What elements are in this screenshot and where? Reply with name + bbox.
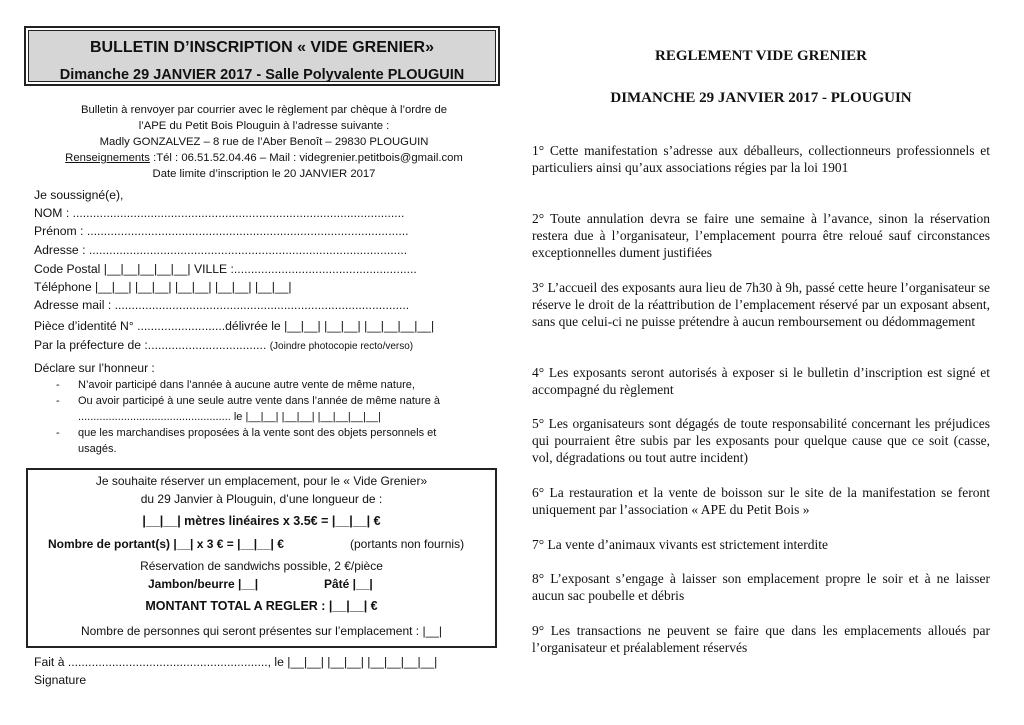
rule-1: 1° Cette manifestation s’adresse aux déballeurs, collectionneurs professionnels et particuliers ainsi qu’aux associations régies par la loi 1901 — [532, 143, 990, 175]
dash-icon: - — [56, 395, 60, 407]
rule-9: 9° Les transactions ne peuvent se faire que dans les emplacements alloués par l’organisateur et préalablement réservés — [532, 623, 990, 655]
nombre-personnes: Nombre de personnes qui seront présentes sur l’emplacement : |__| — [80, 624, 443, 638]
code-postal-ville-field: Code Postal |__|__|__|__|__| VILLE :...................................................... — [34, 262, 417, 276]
prefecture-field — [34, 338, 413, 352]
prenom-field: Prénom : ............................................................................................... — [34, 224, 409, 238]
reservation-line-2: du 29 Janvier à Plouguin, d’une longueur de : — [140, 492, 383, 506]
rule-4: 4° Les exposants seront autorisés à exposer si le bulletin d’inscription est signé et accompagné du règlement — [532, 365, 990, 397]
prefecture-label: Par la préfecture de :................................... — [34, 338, 267, 352]
form-subtitle: Dimanche 29 JANVIER 2017 - Salle Polyvalente PLOUGUIN — [59, 67, 465, 83]
reservation-metres: |__|__| mètres linéaires x 3.5€ = |__|__| € — [142, 514, 381, 528]
declaration-item-3-cont: usagés. — [78, 443, 117, 455]
rule-8: 8° L’exposant s’engage à laisser son emplacement propre le soir et à ne laisser aucun sac poubelle et débris — [532, 571, 990, 603]
montant-total: MONTANT TOTAL A REGLER : |__|__| € — [145, 599, 378, 613]
declaration-title: Déclare sur l’honneur : — [34, 361, 155, 375]
reservation-portants: Nombre de portant(s) |__| x 3 € = |__|__| € — [48, 537, 284, 551]
form-header — [24, 26, 500, 86]
reservation-line-1: Je souhaite réserver un emplacement, pour le « Vide Grenier» — [95, 474, 428, 488]
jambon-beurre: Jambon/beurre |__| — [148, 577, 259, 591]
soussigne-label: Je soussigné(e), — [34, 188, 124, 202]
email-field: Adresse mail : ....................................................................................... — [34, 298, 410, 312]
rule-7: 7° La vente d’animaux vivants est strictement interdite — [532, 537, 828, 552]
reservation-box — [26, 468, 497, 648]
adresse-field: Adresse : .............................................................................................. — [34, 243, 408, 257]
contact-details: :Tél : 06.51.52.04.46 – Mail : videgrenier.petitbois@gmail.com — [149, 152, 463, 164]
renseignements-label: Renseignements — [65, 152, 150, 164]
dash-icon: - — [56, 427, 60, 439]
declaration-item-2: Ou avoir participé à une seule autre vente dans l’année de même nature à — [78, 395, 441, 407]
rule-3: 3° L’accueil des exposants aura lieu de 7h30 à 9h, passé cette heure l’organisateur se réserve le droit de la réattribution de l’emplacement réservé par un exposant absent, sans que celui-ci ne puisse prétendre à aucun remboursement ou dédommagement — [532, 280, 990, 329]
rules-title: REGLEMENT VIDE GRENIER — [655, 48, 867, 64]
rule-5: 5° Les organisateurs sont dégagés de toute responsabilité concernant les préjudices qui pourraient être subis par les exposants pour quelque cause que ce soit (casse, vol, dégradations ou tout autre incident) — [532, 416, 990, 465]
deadline: Date limite d’inscription le 20 JANVIER 2017 — [152, 168, 376, 180]
portants-note: (portants non fournis) — [350, 537, 465, 551]
instructions-line-1: Bulletin à renvoyer par courrier avec le règlement par chèque à l’ordre de — [80, 104, 448, 116]
declaration-item-2-date: .................................................. le |__|__| |__|__| |__|__|__|__| — [78, 411, 381, 423]
pate: Pâté |__| — [324, 577, 373, 591]
telephone-field: Téléphone |__|__| |__|__| |__|__| |__|__| |__|__| — [34, 280, 292, 294]
piece-identite-field: Pièce d’identité N° ..........................délivrée le |__|__| |__|__| |__|__|__|__| — [34, 319, 435, 333]
fait-a-field: Fait à ..........................................................., le |__|__| |__|__| |__|__|__|__| — [34, 655, 438, 669]
form-title: BULLETIN D’INSCRIPTION « VIDE GRENIER» — [89, 39, 435, 56]
rule-2: 2° Toute annulation devra se faire une semaine à l’avance, sinon la réservation restera due à l’organisateur, l’emplacement pourra être reloué sauf circonstances exceptionnelles dument justifiées — [532, 211, 990, 260]
rule-6: 6° La restauration et la vente de boisson sur le site de la manifestation se feront uniquement par l’association « APE du Petit Bois » — [532, 485, 990, 517]
form-header-inner — [28, 30, 496, 82]
dash-icon: - — [56, 379, 60, 391]
rules-subtitle: DIMANCHE 29 JANVIER 2017 - PLOUGUIN — [610, 90, 912, 106]
instructions — [24, 102, 504, 182]
instructions-line-2: l’APE du Petit Bois Plouguin à l’adresse suivante : — [138, 120, 390, 132]
nom-field: NOM : .................................................................................................. — [34, 206, 405, 220]
instructions-address: Madly GONZALVEZ – 8 rue de l’Aber Benoît – 29830 PLOUGUIN — [99, 136, 429, 148]
instructions-contact — [24, 150, 504, 166]
signature-label: Signature — [34, 673, 87, 687]
declaration-item-1: N’avoir participé dans l’année à aucune autre vente de même nature, — [78, 379, 415, 391]
reservation-sandwich: Réservation de sandwichs possible, 2 €/pièce — [140, 559, 383, 573]
prefecture-note: (Joindre photocopie recto/verso) — [269, 341, 414, 352]
declaration-item-3: que les marchandises proposées à la vente sont des objets personnels et — [78, 427, 437, 439]
